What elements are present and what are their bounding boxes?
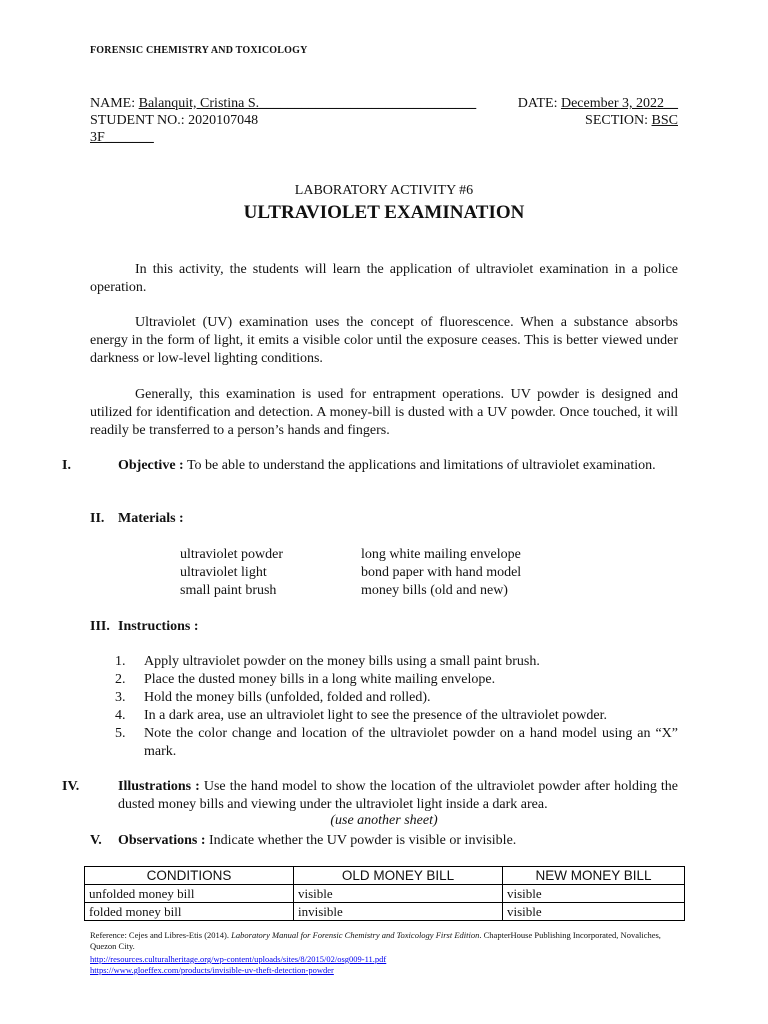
section-cont-value: 3F_______: [90, 130, 154, 145]
instructions-title: Instructions :: [118, 619, 199, 634]
item-number: 1.: [115, 654, 126, 669]
illustrations-text: Use the hand model to show the location of the ultraviolet powder after holding the dusted money bills and viewing under the ultraviolet light inside a dark area.: [118, 779, 678, 812]
reference-text: [90, 930, 678, 952]
date-value: December 3, 2022__: [560, 96, 678, 111]
objective-text: To be able to understand the applications and limitations of ultraviolet examination.: [186, 458, 656, 473]
reference-suffix: . ChapterHouse Publishing Incorporated, Novaliches, Quezon City.: [90, 930, 661, 951]
item-number: 4.: [115, 708, 126, 723]
student-section-row: [90, 112, 678, 129]
section-value: BSC: [651, 113, 678, 128]
reference-title: Laboratory Manual for Forensic Chemistry and Toxicology First Edition: [231, 930, 480, 940]
objective-title: Objective :: [118, 458, 184, 473]
item-text: Place the dusted money bills in a long white mailing envelope.: [144, 672, 496, 687]
table-cell: folded money bill: [85, 903, 294, 921]
list-item: [115, 707, 678, 725]
item-text: Note the color change and location of the ultraviolet powder on a hand model using an “X” mark.: [144, 726, 678, 759]
student-field: [90, 112, 258, 129]
table-header: CONDITIONS: [85, 867, 294, 885]
material-item: bond paper with hand model: [361, 565, 522, 580]
table-cell: invisible: [294, 903, 503, 921]
page-title: ULTRAVIOLET EXAMINATION: [243, 202, 525, 223]
reference-prefix: Reference: Cejes and Libres-Etis (2014).: [90, 930, 232, 940]
table-cell: visible: [503, 903, 685, 921]
material-item: money bills (old and new): [361, 583, 508, 598]
objective-number: I.: [62, 458, 71, 473]
observations-section: [90, 832, 678, 850]
student-value: 2020107048: [188, 113, 259, 128]
list-item: [115, 671, 678, 689]
observations-number: V.: [90, 833, 102, 848]
illustrations-title: Illustrations :: [118, 779, 200, 794]
usage-paragraph: Generally, this examination is used for entrapment operations. UV powder is designed and utilized for identification and detection. A money-bill is dusted with a UV powder. Once touched, it will readily be transferred to a person’s hands and fingers.: [90, 387, 678, 438]
material-item: ultraviolet light: [180, 565, 267, 580]
intro-paragraph: In this activity, the students will learn the application of ultraviolet examination in a police operation.: [90, 262, 678, 295]
material-item: ultraviolet powder: [180, 547, 284, 562]
date-field: [518, 95, 678, 112]
instructions-number: III.: [90, 619, 110, 634]
material-item: long white mailing envelope: [361, 547, 521, 562]
table-header-row: [85, 867, 685, 885]
item-text: Hold the money bills (unfolded, folded and rolled).: [144, 690, 431, 705]
item-number: 5.: [115, 726, 126, 741]
materials-right-list: [361, 546, 521, 600]
table-row: [85, 885, 685, 903]
table-header: OLD MONEY BILL: [294, 867, 503, 885]
date-label: DATE:: [517, 96, 558, 111]
document-header: FORENSIC CHEMISTRY AND TOXICOLOGY: [90, 45, 308, 56]
materials-left-list: [180, 546, 283, 600]
reference-link-2[interactable]: https://www.gloeffex.com/products/invisible-uv-theft-detection-powder: [90, 965, 334, 975]
materials-title: Materials :: [118, 511, 184, 526]
name-field: [90, 95, 476, 112]
observations-table: [84, 866, 685, 921]
illustrations-number: IV.: [62, 779, 80, 794]
illustrations-section: [62, 778, 678, 814]
table-cell: visible: [503, 885, 685, 903]
student-label: STUDENT NO.:: [90, 113, 185, 128]
objective-section: [62, 457, 678, 475]
material-item: small paint brush: [180, 583, 277, 598]
instructions-list: [115, 653, 678, 761]
observations-title: Observations :: [118, 833, 206, 848]
table-row: [85, 903, 685, 921]
uv-paragraph: Ultraviolet (UV) examination uses the concept of fluorescence. When a substance absorbs energy in the form of light, it emits a visible color until the exposure ceases. This is better viewed under darkness or low-level lighting conditions.: [90, 315, 678, 366]
item-text: Apply ultraviolet powder on the money bills using a small paint brush.: [144, 654, 540, 669]
table-header: NEW MONEY BILL: [503, 867, 685, 885]
item-text: In a dark area, use an ultraviolet light to see the presence of the ultraviolet powder.: [144, 708, 607, 723]
materials-section: [90, 510, 678, 528]
name-value: Balanquit, Cristina S._______________________________: [138, 96, 477, 111]
table-cell: visible: [294, 885, 503, 903]
instructions-section: [90, 618, 678, 636]
illustrations-note: (use another sheet): [330, 813, 438, 828]
observations-text: Indicate whether the UV powder is visible or invisible.: [209, 833, 517, 848]
item-number: 3.: [115, 690, 126, 705]
list-item: [115, 689, 678, 707]
list-item: [115, 653, 678, 671]
materials-number: II.: [90, 511, 105, 526]
name-label: NAME:: [90, 96, 136, 111]
section-field: [585, 112, 678, 129]
section-label: SECTION:: [585, 113, 649, 128]
name-date-row: [90, 95, 678, 112]
activity-label: LABORATORY ACTIVITY #6: [294, 183, 474, 198]
section-continuation: [90, 129, 678, 146]
item-number: 2.: [115, 672, 126, 687]
reference-link-1[interactable]: http://resources.culturalheritage.org/wp-content/uploads/sites/8/2015/02/osg009-11.pdf: [90, 954, 387, 964]
list-item: [115, 725, 678, 761]
table-cell: unfolded money bill: [85, 885, 294, 903]
reference-links: [90, 954, 678, 976]
